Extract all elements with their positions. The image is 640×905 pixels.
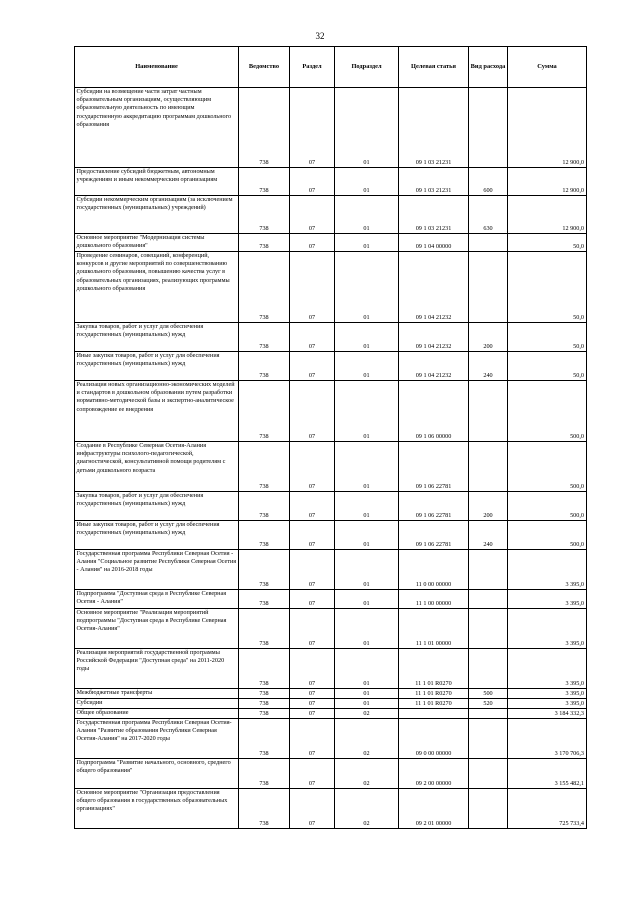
cell-name: Государственная программа Республики Северная Осетия-Алания "Развитие образования Республики Северная Осетия-Алания" на 2017-2020 годы (75, 719, 239, 759)
header-summa: Сумма (508, 47, 587, 88)
cell-cel: 09 1 04 21232 (399, 323, 469, 352)
cell-name: Реализация мероприятий государственной программы Российской Федерации "Доступная среда" на 2011-2020 годы (75, 649, 239, 689)
cell-summa: 500,0 (508, 381, 587, 442)
cell-name: Реализация новых организационно-экономических моделей и стандартов в дошкольном образовании путем разработки нормативно-методической базы и экспертно-аналитическое сопровождение ее внедрения (75, 381, 239, 442)
cell-cel: 09 1 03 21231 (399, 196, 469, 234)
cell-razdel: 07 (290, 709, 335, 719)
table-row (75, 352, 587, 381)
cell-vid: 630 (469, 196, 508, 234)
cell-summa: 500,0 (508, 492, 587, 521)
table-row (75, 590, 587, 609)
cell-summa: 3 395,0 (508, 590, 587, 609)
cell-cel: 11 1 01 00000 (399, 609, 469, 649)
cell-vid (469, 590, 508, 609)
cell-podrazdel: 01 (335, 442, 399, 492)
cell-podrazdel: 02 (335, 719, 399, 759)
cell-razdel: 07 (290, 381, 335, 442)
cell-summa: 3 170 706,3 (508, 719, 587, 759)
cell-razdel: 07 (290, 550, 335, 590)
cell-name: Основное мероприятие "Реализация мероприятий подпрограммы "Доступная среда в Республике Северная Осетия-Алания" (75, 609, 239, 649)
cell-ved: 738 (239, 521, 290, 550)
cell-vid (469, 719, 508, 759)
cell-cel: 09 1 03 21231 (399, 88, 469, 168)
table-row (75, 168, 587, 196)
cell-ved: 738 (239, 381, 290, 442)
cell-razdel: 07 (290, 521, 335, 550)
cell-name: Иные закупки товаров, работ и услуг для обеспечения государственных (муниципальных) нужд (75, 521, 239, 550)
cell-summa: 50,0 (508, 252, 587, 323)
cell-vid: 240 (469, 521, 508, 550)
table-row (75, 789, 587, 829)
cell-razdel: 07 (290, 252, 335, 323)
cell-vid: 200 (469, 492, 508, 521)
cell-summa: 3 395,0 (508, 609, 587, 649)
cell-name: Субсидии (75, 699, 239, 709)
cell-ved: 738 (239, 352, 290, 381)
cell-summa: 50,0 (508, 234, 587, 252)
cell-cel: 11 1 00 00000 (399, 590, 469, 609)
cell-razdel: 07 (290, 168, 335, 196)
cell-name: Субсидии на возмещение части затрат частным образовательным организациям, осуществляющим образовательную деятельность по имеющим государственную аккредитацию программам дошкольного образования (75, 88, 239, 168)
cell-ved: 738 (239, 442, 290, 492)
cell-name: Проведение семинаров, совещаний, конференций, конкурсов и другие мероприятий по совершенствованию дошкольного образования, повышению качества услуг в образовательных организациях, реализующих программы дошкольного образования (75, 252, 239, 323)
cell-name: Создание в Республике Северная Осетия-Алания инфраструктуры психолого-педагогической, диагностической, консультативной помощи родителям с детьми дошкольного возраста (75, 442, 239, 492)
header-vid: Вид расхода (469, 47, 508, 88)
cell-vid (469, 759, 508, 789)
cell-razdel: 07 (290, 719, 335, 759)
cell-cel: 09 1 03 21231 (399, 168, 469, 196)
header-razdel: Раздел (290, 47, 335, 88)
cell-vid (469, 649, 508, 689)
cell-summa: 3 395,0 (508, 649, 587, 689)
cell-vid (469, 550, 508, 590)
cell-podrazdel: 01 (335, 323, 399, 352)
cell-razdel: 07 (290, 492, 335, 521)
table-row (75, 709, 587, 719)
cell-ved: 738 (239, 709, 290, 719)
cell-vid (469, 709, 508, 719)
cell-podrazdel: 01 (335, 550, 399, 590)
cell-summa: 3 395,0 (508, 699, 587, 709)
cell-cel: 09 2 00 00000 (399, 759, 469, 789)
cell-razdel: 07 (290, 689, 335, 699)
cell-ved: 738 (239, 323, 290, 352)
cell-summa: 12 900,0 (508, 88, 587, 168)
cell-cel: 09 1 04 21232 (399, 252, 469, 323)
cell-podrazdel: 02 (335, 789, 399, 829)
cell-ved: 738 (239, 759, 290, 789)
cell-summa: 3 155 482,1 (508, 759, 587, 789)
cell-ved: 738 (239, 719, 290, 759)
cell-cel: 11 1 01 R0270 (399, 689, 469, 699)
cell-cel: 09 1 04 21232 (399, 352, 469, 381)
cell-podrazdel: 01 (335, 521, 399, 550)
cell-podrazdel: 01 (335, 649, 399, 689)
cell-ved: 738 (239, 609, 290, 649)
cell-razdel: 07 (290, 759, 335, 789)
cell-ved: 738 (239, 492, 290, 521)
cell-name: Основное мероприятие "Модернизация системы дошкольного образования" (75, 234, 239, 252)
table-row (75, 649, 587, 689)
cell-ved: 738 (239, 234, 290, 252)
cell-cel: 09 1 04 00000 (399, 234, 469, 252)
cell-ved: 738 (239, 649, 290, 689)
cell-name: Межбюджетные трансферты (75, 689, 239, 699)
cell-vid: 240 (469, 352, 508, 381)
cell-summa: 3 395,0 (508, 689, 587, 699)
cell-cel: 09 1 06 22781 (399, 442, 469, 492)
cell-podrazdel: 01 (335, 196, 399, 234)
cell-razdel: 07 (290, 323, 335, 352)
cell-ved: 738 (239, 252, 290, 323)
cell-summa: 725 733,4 (508, 789, 587, 829)
cell-razdel: 07 (290, 352, 335, 381)
cell-cel: 09 1 06 00000 (399, 381, 469, 442)
cell-name: Основное мероприятие "Организация предоставления общего образования в государственных образовательных организациях" (75, 789, 239, 829)
cell-summa: 500,0 (508, 521, 587, 550)
cell-summa: 3 184 332,3 (508, 709, 587, 719)
table-row (75, 323, 587, 352)
cell-ved: 738 (239, 168, 290, 196)
budget-table (74, 46, 587, 829)
cell-podrazdel: 01 (335, 168, 399, 196)
cell-ved: 738 (239, 689, 290, 699)
page-number: 32 (315, 31, 325, 41)
cell-summa: 12 900,0 (508, 168, 587, 196)
cell-ved: 738 (239, 789, 290, 829)
cell-cel: 11 1 01 R0270 (399, 649, 469, 689)
cell-podrazdel: 01 (335, 492, 399, 521)
table-header-row (75, 47, 587, 88)
cell-vid (469, 234, 508, 252)
cell-cel: 09 1 06 22781 (399, 492, 469, 521)
table-row (75, 719, 587, 759)
table-row (75, 689, 587, 699)
cell-podrazdel: 02 (335, 709, 399, 719)
cell-summa: 3 395,0 (508, 550, 587, 590)
cell-razdel: 07 (290, 442, 335, 492)
cell-razdel: 07 (290, 590, 335, 609)
table-row (75, 550, 587, 590)
table-row (75, 252, 587, 323)
cell-razdel: 07 (290, 649, 335, 689)
cell-name: Закупка товаров, работ и услуг для обеспечения государственных (муниципальных) нужд (75, 492, 239, 521)
cell-podrazdel: 01 (335, 699, 399, 709)
header-name: Наименование (75, 47, 239, 88)
cell-summa: 12 900,0 (508, 196, 587, 234)
cell-razdel: 07 (290, 699, 335, 709)
cell-cel: 11 1 01 R0270 (399, 699, 469, 709)
cell-podrazdel: 01 (335, 689, 399, 699)
cell-podrazdel: 01 (335, 252, 399, 323)
cell-name: Субсидии некоммерческим организациям (за исключением государственных (муниципальных) учреждений) (75, 196, 239, 234)
cell-cel: 09 1 06 22781 (399, 521, 469, 550)
cell-name: Иные закупки товаров, работ и услуг для обеспечения государственных (муниципальных) нужд (75, 352, 239, 381)
cell-vid: 500 (469, 689, 508, 699)
cell-vid (469, 88, 508, 168)
table-row (75, 234, 587, 252)
table-row (75, 699, 587, 709)
cell-podrazdel: 01 (335, 590, 399, 609)
cell-name: Общее образование (75, 709, 239, 719)
table-row (75, 492, 587, 521)
cell-cel: 09 0 00 00000 (399, 719, 469, 759)
cell-name: Подпрограмма "Доступная среда в Республике Северная Осетия - Алания" (75, 590, 239, 609)
cell-razdel: 07 (290, 196, 335, 234)
cell-name: Предоставление субсидий бюджетным, автономным учреждениям и иным некоммерческим организациям (75, 168, 239, 196)
table-row (75, 609, 587, 649)
cell-podrazdel: 01 (335, 88, 399, 168)
cell-podrazdel: 01 (335, 352, 399, 381)
cell-vid: 520 (469, 699, 508, 709)
cell-cel: 11 0 00 00000 (399, 550, 469, 590)
cell-vid: 600 (469, 168, 508, 196)
cell-razdel: 07 (290, 609, 335, 649)
cell-name: Закупка товаров, работ и услуг для обеспечения государственных (муниципальных) нужд (75, 323, 239, 352)
cell-summa: 50,0 (508, 323, 587, 352)
table-row (75, 759, 587, 789)
cell-ved: 738 (239, 699, 290, 709)
cell-cel (399, 709, 469, 719)
cell-cel: 09 2 01 00000 (399, 789, 469, 829)
cell-podrazdel: 01 (335, 234, 399, 252)
cell-vid (469, 442, 508, 492)
cell-vid (469, 252, 508, 323)
cell-vid (469, 609, 508, 649)
cell-vid (469, 789, 508, 829)
cell-ved: 738 (239, 550, 290, 590)
table-row (75, 381, 587, 442)
table-row (75, 442, 587, 492)
cell-name: Подпрограмма "Развитие начального, основного, среднего общего образования" (75, 759, 239, 789)
header-cel: Целевая статья (399, 47, 469, 88)
cell-vid (469, 381, 508, 442)
cell-ved: 738 (239, 590, 290, 609)
cell-razdel: 07 (290, 234, 335, 252)
cell-podrazdel: 01 (335, 609, 399, 649)
cell-vid: 200 (469, 323, 508, 352)
cell-razdel: 07 (290, 789, 335, 829)
cell-summa: 500,0 (508, 442, 587, 492)
cell-name: Государственная программа Республики Северная Осетия - Алания "Социальное развитие Республики Северная Осетия - Алания" на 2016-2018 годы (75, 550, 239, 590)
cell-podrazdel: 02 (335, 759, 399, 789)
table-row (75, 521, 587, 550)
header-podrazdel: Подраздел (335, 47, 399, 88)
cell-podrazdel: 01 (335, 381, 399, 442)
cell-summa: 50,0 (508, 352, 587, 381)
cell-razdel: 07 (290, 88, 335, 168)
header-ved: Ведомство (239, 47, 290, 88)
cell-ved: 738 (239, 196, 290, 234)
table-body (75, 88, 587, 829)
table-row (75, 88, 587, 168)
table-row (75, 196, 587, 234)
cell-ved: 738 (239, 88, 290, 168)
